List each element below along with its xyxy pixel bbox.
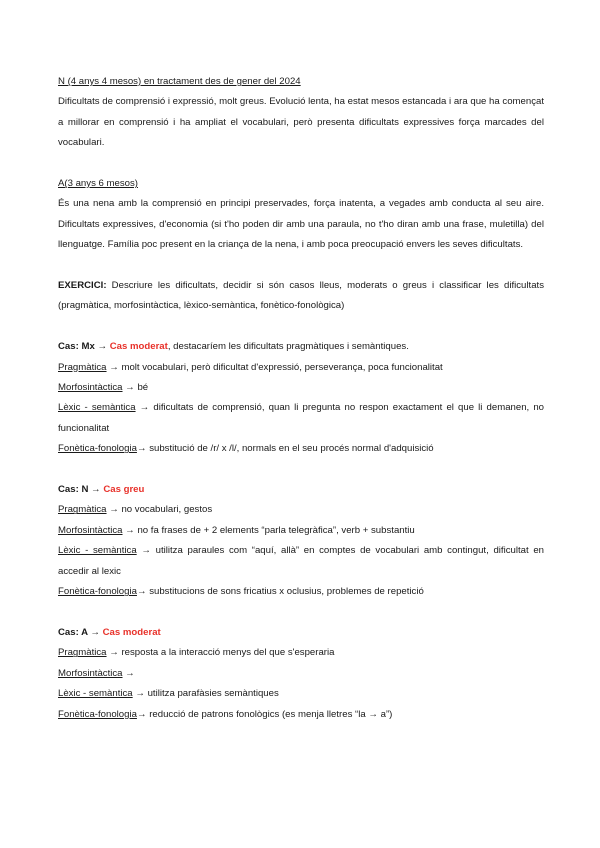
item-text: → utilitza paraules com “aquí, allà” en comptes de vocabulari amb contingut, dificultat en accedir al lexic	[58, 545, 544, 577]
item-label: Fonètica-fonologia	[58, 586, 137, 598]
answer-item-lexic-semantica	[58, 684, 544, 704]
case-a-title: A(3 anys 6 mesos)	[58, 178, 138, 190]
answer-item-lexic-semantica	[58, 398, 544, 439]
item-text: → no vocabulari, gestos	[106, 504, 213, 516]
item-label: Pragmàtica	[58, 647, 107, 659]
case-label: Cas: Mx →	[58, 341, 110, 353]
answer-heading	[58, 623, 544, 643]
severity-label: Cas moderat	[102, 626, 161, 638]
item-label: Morfosintàctica	[58, 382, 123, 394]
answer-item-morfosintactica	[58, 521, 544, 541]
spacer	[58, 603, 544, 623]
exercise-statement	[58, 276, 544, 317]
case-a-body: És una nena amb la comprensió en principi preservades, força inatenta, a vegades amb conducta al seu aire. Dificultats expressives, d'economia (si t'ho poden dir amb una paraula, no t'ho diran amb una frase, muletilla) del llenguatge. Família poc present en la criança de la nena, i amb poca preocupació envers les seves dificultats.	[58, 198, 544, 251]
item-label: Fonètica-fonologia	[58, 443, 137, 455]
document-content	[58, 72, 544, 725]
answer-item-morfosintactica	[58, 378, 544, 398]
answer-item-fonetica-fonologia	[58, 439, 544, 459]
item-text: → substitució de /r/ x /l/, normals en el seu procés normal d'adquisició	[136, 443, 434, 455]
item-text: →	[122, 667, 135, 679]
answer-item-morfosintactica	[58, 664, 544, 684]
spacer	[58, 154, 544, 174]
severity-label: Cas greu	[103, 484, 145, 496]
case-note: , destacaríem les dificultats pragmàtiques i semàntiques.	[167, 341, 409, 353]
item-label: Pragmàtica	[58, 361, 107, 373]
item-label: Lèxic - semàntica	[58, 402, 136, 414]
item-label: Lèxic - semàntica	[58, 545, 137, 557]
spacer	[58, 460, 544, 480]
answer-item-fonetica-fonologia	[58, 705, 544, 725]
item-label: Morfosintàctica	[58, 524, 123, 536]
answer-item-pragmatica	[58, 358, 544, 378]
case-n-title: N (4 anys 4 mesos) en tractament des de gener del 2024	[58, 76, 301, 87]
item-label: Lèxic - semàntica	[58, 688, 133, 700]
spacer	[58, 256, 544, 276]
item-text: → dificultats de comprensió, quan li pregunta no respon exactament el que li demanen, no funcionalitat	[58, 402, 544, 434]
exercise-text: Descriure les dificultats, decidir si són casos lleus, moderats o greus i classificar les dificultats (pragmàtica, morfosintàctica, lèxico-semàntica, fonètico-fonològica)	[58, 280, 544, 312]
answer-heading	[58, 480, 544, 500]
case-label: Cas: N →	[58, 484, 104, 496]
severity-label: Cas moderat	[109, 341, 168, 353]
answer-heading	[58, 337, 544, 357]
item-text: → molt vocabulari, però dificultat d'expressió, perseverança, poca funcionalitat	[106, 361, 443, 373]
item-text: → reducció de patrons fonològics (es menja lletres “la → a”)	[136, 708, 393, 720]
answer-block-mx	[58, 337, 544, 459]
answer-item-lexic-semantica	[58, 541, 544, 582]
answer-item-fonetica-fonologia	[58, 582, 544, 602]
spacer	[58, 317, 544, 337]
item-text: → substitucions de sons fricatius x oclusius, problemes de repetició	[136, 586, 424, 598]
answer-item-pragmatica	[58, 500, 544, 520]
answer-block-n	[58, 480, 544, 602]
item-text: → bé	[122, 382, 149, 394]
item-label: Fonètica-fonologia	[58, 708, 137, 720]
answer-item-pragmatica	[58, 643, 544, 663]
item-text: → utilitza parafàsies semàntiques	[132, 688, 279, 700]
case-label: Cas: A →	[58, 626, 103, 638]
item-label: Pragmàtica	[58, 504, 107, 516]
item-text: → no fa frases de + 2 elements “parla telegràfica”, verb + substantiu	[122, 524, 415, 536]
exercise-label: EXERCICI:	[58, 280, 107, 292]
answer-block-a	[58, 623, 544, 725]
item-text: → resposta a la interacció menys del que s'esperaria	[106, 647, 335, 659]
case-n-body: Dificultats de comprensió i expressió, molt greus. Evolució lenta, ha estat mesos estancada i ara que ha començat a millorar en comprensió i ha ampliat el vocabulari, però presenta dificultats expressives força marcades del vocabulari.	[58, 96, 544, 149]
item-label: Morfosintàctica	[58, 667, 123, 679]
